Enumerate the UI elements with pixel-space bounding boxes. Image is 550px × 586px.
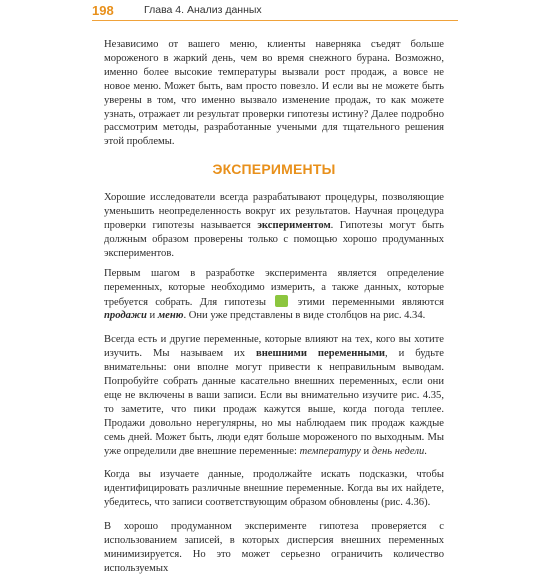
paragraph-4: Всегда есть и другие переменные, которые влияют на тех, кого вы хотите изучить. Мы называем их внешними переменными, и будьте внимательны: они вполне могут привести к неправильным выводам. Попробуйте собрать данные касательно внешних переменных, если они еще не включены в ваши записи. Если вы внимательно изучите рис. 4.35, то заметите, что пики продаж кажутся выше, когда погода теплее. Продажи довольно нерегулярны, но мы наблюдаем пик продаж каждые семь дней. Может быть, люди едят больше мороженого по выходным. Мы уже определили две внешние переменные: температуру и день недели. bbox=[104, 334, 444, 457]
page-number: 198 bbox=[92, 2, 114, 18]
paragraph-1: Независимо от вашего меню, клиенты наверняка съедят больше мороженого в жаркий день, чем во время снежного бурана. Возможно, именно более высокие температуры вызвали рост продаж, а вовсе не новое меню. Может быть, вам просто повезло. И если вы не можете быть уверены в том, что именно вызвало изменение продаж, то как можете узнать, отражает ли результат проверки гипотезы истину? Далее подробно рассмотрим методы, разработанные учеными для тщательного решения этой проблемы. bbox=[104, 39, 444, 148]
page-body bbox=[104, 38, 444, 586]
variable-sales: продажи bbox=[104, 310, 147, 322]
variable-weekday: день недели bbox=[371, 445, 425, 457]
paragraph-2: Хорошие исследователи всегда разрабатывают процедуры, позволяющие уменьшить неопределенность вокруг их результатов. Научная процедура проверки гипотезы называется экспериментом. Гипотезы могут быть должным образом проверены только с помощью хорошо продуманных экспериментов. bbox=[104, 192, 444, 259]
chapter-title: Глава 4. Анализ данных bbox=[144, 4, 262, 16]
page-header bbox=[92, 0, 458, 21]
variable-temperature: температуру bbox=[299, 445, 361, 457]
paragraph-3: Первым шагом в разработке эксперимента является определение переменных, которые необходимо измерить, а также данных, которые требуется собрать. Для гипотезы этими переменными являются продажи и меню. Они уже представлены в виде столбцов на рис. 4.34. bbox=[104, 267, 444, 322]
variable-menu: меню bbox=[157, 310, 184, 322]
term-external-variables: внешними переменными bbox=[255, 348, 386, 360]
paragraph-6: В хорошо продуманном эксперименте гипотеза проверяется с использованием записей, в которых дисперсия внешних переменных минимизируется. Но это может серьезно ограничить количество используемых bbox=[104, 521, 444, 574]
paragraph-5: Когда вы изучаете данные, продолжайте искать подсказки, чтобы идентифицировать различные внешние переменные. Когда вы их найдете, убедитесь, что записи соответствующим образом обновлены (рис. 4.36). bbox=[104, 469, 444, 509]
hypothesis-icon bbox=[275, 295, 288, 307]
section-heading: ЭКСПЕРИМЕНТЫ bbox=[212, 161, 336, 178]
term-experiment: экспериментом bbox=[257, 219, 331, 231]
